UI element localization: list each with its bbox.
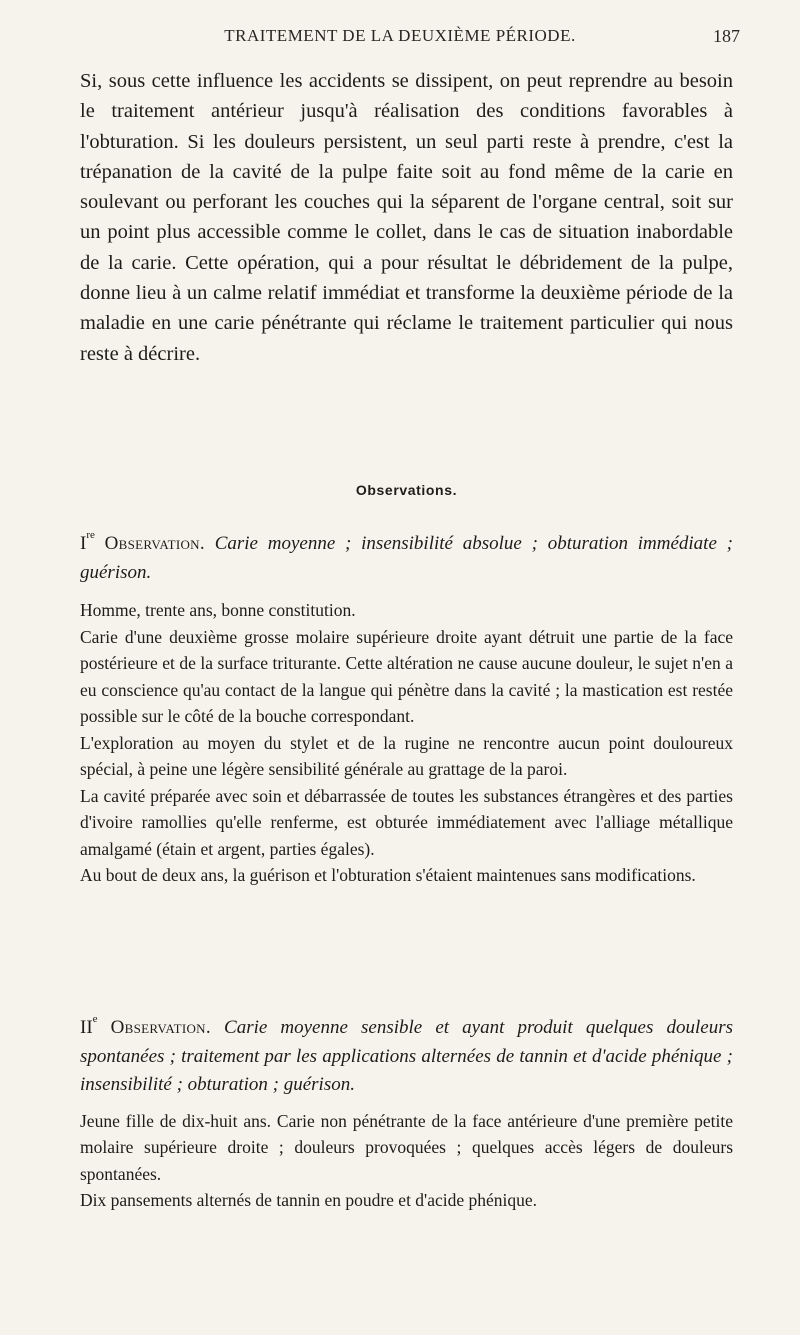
observation-2-paragraph: Dix pansements alternés de tannin en poudre et d'acide phénique. xyxy=(80,1190,538,1210)
main-paragraph: Si, sous cette influence les accidents se dissipent, on peut reprendre au besoin le traitement antérieur jusqu'à réalisation des conditions favorables à l'obturation. Si les douleurs persistent, un seul parti reste à prendre, c'est la trépanation de la cavité de la pulpe faite soit au fond même de la carie en soulevant ou perforant les couches qui la séparent de l'organe central, soit sur un point plus accessible comme le collet, dans le cas de situation inabordable de la carie. Cette opération, qui a pour résultat le débridement de la pulpe, donne lieu à un calme relatif immédiat et transforme la deuxième période de la maladie en une carie pénétrante qui réclame le traitement particulier qui nous reste à décrire. xyxy=(80,70,733,365)
section-title: Observations. xyxy=(355,482,458,498)
main-text xyxy=(80,66,733,369)
observation-2-heading xyxy=(80,1014,733,1100)
observation-2 xyxy=(80,1014,733,1214)
observation-1-heading xyxy=(80,530,733,587)
observation-1-numeral: I xyxy=(80,533,87,554)
observation-1-paragraph: L'exploration au moyen du stylet et de la rugine ne rencontre aucun point douloureux spécial, à peine une légère sensibilité générale au grattage de la paroi. xyxy=(80,732,733,779)
observation-1-label: Observation. xyxy=(104,533,205,554)
observation-2-label: Observation. xyxy=(110,1017,211,1038)
observation-1-title: Carie moyenne ; insensibilité absolue ; obturation immédiate ; guérison. xyxy=(80,533,734,583)
observation-1-paragraph: La cavité préparée avec soin et débarrassée de toutes les substances étrangères et des parties d'ivoire ramollies qu'elle renferme, est obturée immédiatement avec l'alliage métallique amalgamé (étain et argent, parties égales). xyxy=(80,785,733,859)
observation-1-paragraph: Homme, trente ans, bonne constitution. xyxy=(80,600,356,620)
observation-2-numeral: II xyxy=(80,1017,93,1038)
observation-1-paragraph: Carie d'une deuxième grosse molaire supérieure droite ayant détruit une partie de la face postérieure et de la surface triturante. Cette altération ne cause aucune douleur, le sujet n'en a eu conscience qu'au contact de la langue qui pénètre dans la cavité ; la mastication est restée possible sur le côté de la bouche correspondant. xyxy=(80,626,733,726)
observation-1-paragraph: Au bout de deux ans, la guérison et l'obturation s'étaient maintenues sans modifications. xyxy=(80,865,696,885)
observation-2-sup: e xyxy=(92,1013,98,1025)
observation-1 xyxy=(80,530,733,889)
observation-1-sup: re xyxy=(86,529,95,541)
page-number: 187 xyxy=(713,26,740,46)
observation-2-title: Carie moyenne sensible et ayant produit quelques douleurs spontanées ; traitement par les applications alternées de tannin et d'acide phénique ; insensibilité ; obturation ; guérison. xyxy=(80,1017,733,1095)
running-title: TRAITEMENT DE LA DEUXIÈME PÉRIODE. xyxy=(224,26,576,45)
observation-2-paragraph: Jeune fille de dix-huit ans. Carie non pénétrante de la face antérieure d'une première petite molaire supérieure droite ; douleurs provoquées ; quelques accès légers de douleurs spontanées. xyxy=(80,1110,733,1184)
page-header xyxy=(60,26,740,56)
